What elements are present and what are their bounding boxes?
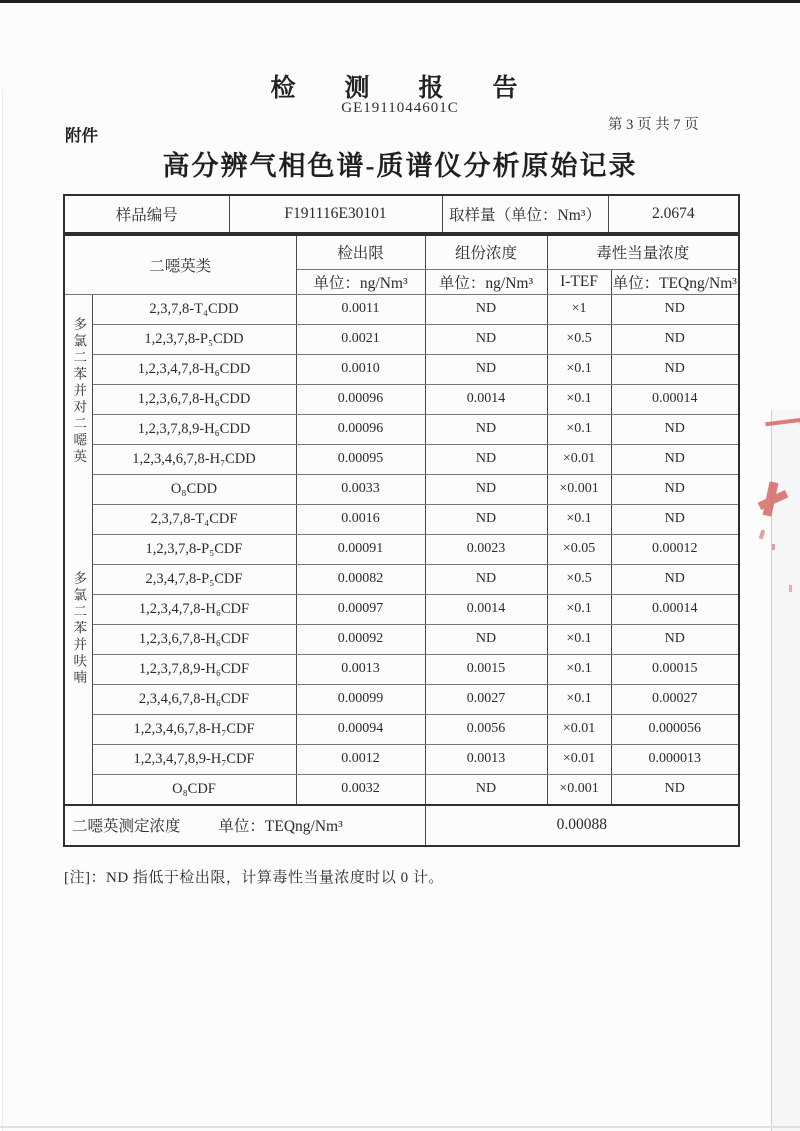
teq-value: ND (611, 774, 739, 805)
concentration-value: ND (425, 774, 547, 805)
compound-group-cell (64, 294, 92, 805)
compound-name: 1,2,3,7,8-P₅CDD (92, 324, 296, 354)
unit-concentration: 单位：ng/Nm³ (425, 269, 547, 294)
table-row (64, 294, 739, 324)
measured-concentration-unit: 单位：TEQng/Nm³ (218, 818, 343, 835)
itef-value: ×0.01 (547, 744, 611, 774)
concentration-value: 0.0015 (425, 654, 547, 684)
scan-top-edge (0, 0, 800, 3)
detection-limit-value: 0.00082 (296, 564, 425, 594)
concentration-value: ND (425, 564, 547, 594)
report-title: 检 测 报 告 (270, 75, 530, 102)
compound-name: O₈CDD (92, 474, 296, 504)
table-row (64, 744, 739, 774)
detection-limit-value: 0.00095 (296, 444, 425, 474)
compound-name: 1,2,3,4,7,8-H₆CDF (92, 594, 296, 624)
red-stamp-fragment (789, 585, 792, 592)
itef-value: ×0.01 (547, 714, 611, 744)
compound-name: 1,2,3,4,7,8,9-H₇CDF (92, 744, 296, 774)
teq-value: ND (611, 474, 739, 504)
teq-value: ND (611, 414, 739, 444)
table-row (64, 354, 739, 384)
measured-concentration-value: 0.00088 (425, 805, 739, 846)
detection-limit-value: 0.0032 (296, 774, 425, 805)
dioxin-table-header (64, 235, 739, 294)
teq-value: ND (611, 354, 739, 384)
compound-name: 1,2,3,4,6,7,8-H₇CDD (92, 444, 296, 474)
teq-value: 0.00027 (611, 684, 739, 714)
detection-limit-value: 0.00099 (296, 684, 425, 714)
concentration-value: ND (425, 504, 547, 534)
teq-value: ND (611, 294, 739, 324)
red-stamp-fragment (772, 544, 775, 550)
col-header-dioxin-class: 二噁英类 (64, 235, 296, 294)
teq-value: 0.000056 (611, 714, 739, 744)
teq-value: ND (611, 564, 739, 594)
teq-value: ND (611, 624, 739, 654)
concentration-value: 0.0027 (425, 684, 547, 714)
compound-name: 2,3,7,8-T₄CDD (92, 294, 296, 324)
measured-concentration-row (64, 805, 739, 846)
itef-value: ×1 (547, 294, 611, 324)
dioxin-data-table (63, 234, 740, 847)
sample-no-value: F191116E30101 (229, 195, 442, 233)
table-row (64, 624, 739, 654)
attachment-label: 附件 (65, 126, 98, 145)
concentration-value: ND (425, 294, 547, 324)
itef-value: ×0.5 (547, 324, 611, 354)
concentration-value: ND (425, 324, 547, 354)
detection-limit-value: 0.00097 (296, 594, 425, 624)
dioxin-table-body (64, 294, 739, 805)
itef-value: ×0.01 (547, 444, 611, 474)
teq-value: ND (611, 444, 739, 474)
teq-value: 0.000013 (611, 744, 739, 774)
scan-left-edge (2, 90, 3, 1131)
table-row (64, 474, 739, 504)
unit-detection-limit: 单位：ng/Nm³ (296, 269, 425, 294)
detection-limit-value: 0.0021 (296, 324, 425, 354)
itef-value: ×0.05 (547, 534, 611, 564)
teq-value: ND (611, 324, 739, 354)
sampling-amount-label: 取样量（单位：Nm³） (442, 195, 608, 233)
measured-concentration-label-cell (64, 805, 425, 846)
compound-name: O₈CDF (92, 774, 296, 805)
concentration-value: 0.0023 (425, 534, 547, 564)
nd-footnote: [注]：ND 指低于检出限，计算毒性当量浓度时以 0 计。 (64, 870, 444, 886)
compound-name: 1,2,3,7,8,9-H₆CDD (92, 414, 296, 444)
concentration-value: ND (425, 444, 547, 474)
detection-limit-value: 0.0010 (296, 354, 425, 384)
itef-value: ×0.001 (547, 774, 611, 805)
itef-value: ×0.1 (547, 684, 611, 714)
detection-limit-value: 0.00096 (296, 384, 425, 414)
report-number: GE1911044601C (341, 100, 459, 116)
col-header-detection-limit: 检出限 (296, 235, 425, 269)
teq-value: 0.00012 (611, 534, 739, 564)
compound-name: 1,2,3,7,8,9-H₆CDF (92, 654, 296, 684)
compound-name: 2,3,7,8-T₄CDF (92, 504, 296, 534)
itef-value: ×0.1 (547, 654, 611, 684)
compound-group-label: 多氯二苯并呋喃 (71, 570, 87, 686)
unit-teq: 单位：TEQng/Nm³ (611, 269, 739, 294)
compound-name: 1,2,3,6,7,8-H₆CDD (92, 384, 296, 414)
red-stamp-fragment (759, 530, 766, 540)
compound-name: 1,2,3,4,6,7,8-H₇CDF (92, 714, 296, 744)
concentration-value: 0.0013 (425, 744, 547, 774)
detection-limit-value: 0.0033 (296, 474, 425, 504)
teq-value: 0.00015 (611, 654, 739, 684)
detection-limit-value: 0.0013 (296, 654, 425, 684)
sample-info-row (64, 195, 739, 233)
concentration-value: ND (425, 354, 547, 384)
teq-value: ND (611, 504, 739, 534)
teq-value: 0.00014 (611, 594, 739, 624)
table-row (64, 654, 739, 684)
table-row (64, 534, 739, 564)
itef-value: ×0.1 (547, 414, 611, 444)
compound-name: 1,2,3,4,7,8-H₆CDD (92, 354, 296, 384)
table-row (64, 684, 739, 714)
itef-value: ×0.001 (547, 474, 611, 504)
detection-limit-value: 0.00094 (296, 714, 425, 744)
col-header-teq: 毒性当量浓度 (547, 235, 739, 269)
col-header-itef: I-TEF (547, 269, 611, 294)
compound-name: 1,2,3,6,7,8-H₆CDF (92, 624, 296, 654)
detection-limit-value: 0.00096 (296, 414, 425, 444)
detection-limit-value: 0.00091 (296, 534, 425, 564)
concentration-value: 0.0056 (425, 714, 547, 744)
detection-limit-value: 0.00092 (296, 624, 425, 654)
dioxin-table-footer (64, 805, 739, 846)
table-row (64, 504, 739, 534)
red-stamp-fragment (754, 478, 790, 520)
col-header-concentration: 组份浓度 (425, 235, 547, 269)
measured-concentration-label: 二噁英测定浓度 (72, 818, 181, 835)
compound-name: 2,3,4,6,7,8-H₆CDF (92, 684, 296, 714)
compound-name: 2,3,4,7,8-P₅CDF (92, 564, 296, 594)
analysis-record-table (63, 194, 738, 847)
detection-limit-value: 0.0016 (296, 504, 425, 534)
document-title: 高分辨气相色谱-质谱仪分析原始记录 (162, 151, 638, 181)
compound-name: 1,2,3,7,8-P₅CDF (92, 534, 296, 564)
itef-value: ×0.1 (547, 594, 611, 624)
itef-value: ×0.5 (547, 564, 611, 594)
itef-value: ×0.1 (547, 354, 611, 384)
table-row (64, 594, 739, 624)
table-row (64, 714, 739, 744)
sample-no-label: 样品编号 (64, 195, 229, 233)
itef-value: ×0.1 (547, 624, 611, 654)
sampling-amount-value: 2.0674 (608, 195, 739, 233)
header-row-1 (64, 235, 739, 269)
table-row (64, 414, 739, 444)
table-row (64, 444, 739, 474)
concentration-value: ND (425, 414, 547, 444)
teq-value: 0.00014 (611, 384, 739, 414)
concentration-value: 0.0014 (425, 594, 547, 624)
itef-value: ×0.1 (547, 504, 611, 534)
table-row (64, 324, 739, 354)
table-row (64, 564, 739, 594)
itef-value: ×0.1 (547, 384, 611, 414)
detection-limit-value: 0.0012 (296, 744, 425, 774)
scan-bottom-edge (0, 1126, 800, 1128)
table-row (64, 774, 739, 805)
concentration-value: ND (425, 474, 547, 504)
concentration-value: ND (425, 624, 547, 654)
table-row (64, 384, 739, 414)
page-number: 第 3 页 共 7 页 (608, 117, 699, 133)
concentration-value: 0.0014 (425, 384, 547, 414)
compound-group-label: 多氯二苯并对二噁英 (71, 316, 87, 465)
detection-limit-value: 0.0011 (296, 294, 425, 324)
sample-info-table (63, 194, 740, 234)
